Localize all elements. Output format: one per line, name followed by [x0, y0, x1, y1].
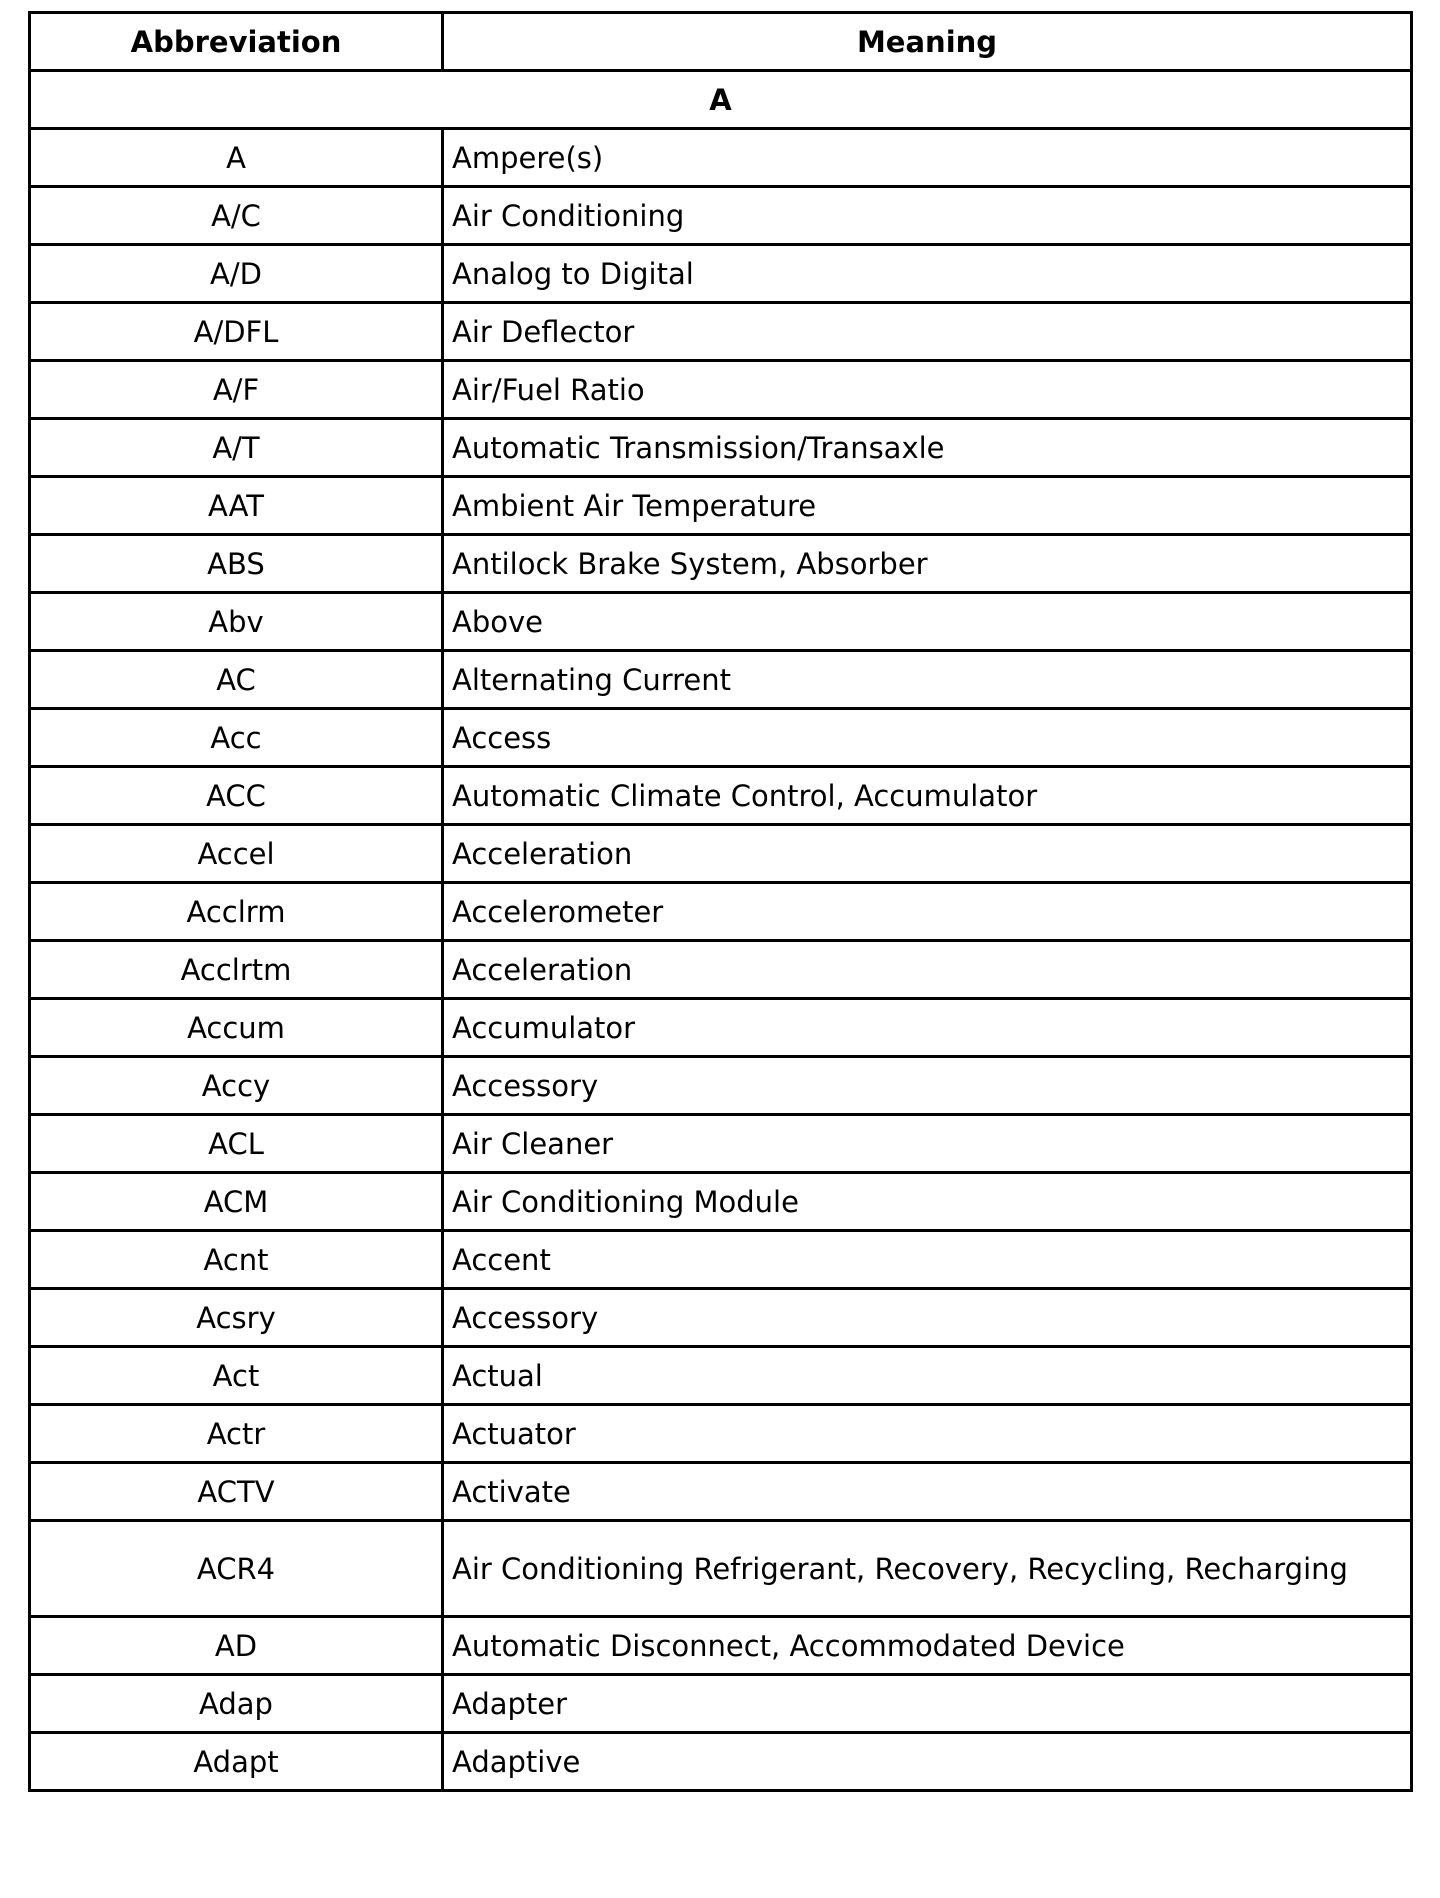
meaning-cell: Actuator: [443, 1405, 1412, 1463]
abbreviations-table: [28, 11, 1413, 1792]
abbreviation-cell: ACL: [30, 1115, 443, 1173]
table-row: [30, 419, 1412, 477]
header-meaning: Meaning: [443, 13, 1412, 71]
table-row: [30, 709, 1412, 767]
table-row: [30, 1231, 1412, 1289]
abbreviation-cell: ABS: [30, 535, 443, 593]
table-row: [30, 1463, 1412, 1521]
meaning-cell: Air Deflector: [443, 303, 1412, 361]
meaning-cell: Above: [443, 593, 1412, 651]
meaning-cell: Ambient Air Temperature: [443, 477, 1412, 535]
table-row: [30, 1733, 1412, 1791]
table-row: [30, 1617, 1412, 1675]
abbreviation-cell: Acc: [30, 709, 443, 767]
table-row: [30, 1115, 1412, 1173]
meaning-cell: Accumulator: [443, 999, 1412, 1057]
table-row: [30, 1521, 1412, 1617]
table-row: [30, 361, 1412, 419]
abbreviation-cell: ACR4: [30, 1521, 443, 1617]
abbreviation-cell: Adapt: [30, 1733, 443, 1791]
meaning-cell: Air/Fuel Ratio: [443, 361, 1412, 419]
abbreviation-cell: AD: [30, 1617, 443, 1675]
table-row: [30, 1675, 1412, 1733]
table-row: [30, 1405, 1412, 1463]
table-row: [30, 1289, 1412, 1347]
meaning-cell: Air Conditioning: [443, 187, 1412, 245]
table-row: [30, 767, 1412, 825]
abbreviation-cell: A/C: [30, 187, 443, 245]
table-row: [30, 187, 1412, 245]
meaning-cell: Automatic Climate Control, Accumulator: [443, 767, 1412, 825]
abbreviation-cell: ACTV: [30, 1463, 443, 1521]
table-row: [30, 593, 1412, 651]
table-row: [30, 245, 1412, 303]
abbreviation-cell: Accy: [30, 1057, 443, 1115]
meaning-cell: Air Conditioning Module: [443, 1173, 1412, 1231]
meaning-cell: Alternating Current: [443, 651, 1412, 709]
abbreviation-cell: Adap: [30, 1675, 443, 1733]
table-row: [30, 303, 1412, 361]
abbreviation-cell: Acclrm: [30, 883, 443, 941]
table-row: [30, 883, 1412, 941]
table-row: [30, 999, 1412, 1057]
abbreviation-cell: Accum: [30, 999, 443, 1057]
meaning-cell: Antilock Brake System, Absorber: [443, 535, 1412, 593]
header-row: [30, 13, 1412, 71]
table-body: [30, 71, 1412, 1791]
table-row: [30, 1057, 1412, 1115]
meaning-cell: Accent: [443, 1231, 1412, 1289]
meaning-cell: Adapter: [443, 1675, 1412, 1733]
table-row: [30, 941, 1412, 999]
meaning-cell: Analog to Digital: [443, 245, 1412, 303]
meaning-cell: Actual: [443, 1347, 1412, 1405]
abbreviation-cell: A/D: [30, 245, 443, 303]
meaning-cell: Accessory: [443, 1289, 1412, 1347]
table-row: [30, 1347, 1412, 1405]
meaning-cell: Ampere(s): [443, 129, 1412, 187]
abbreviation-cell: A: [30, 129, 443, 187]
header-abbreviation: Abbreviation: [30, 13, 443, 71]
meaning-cell: Accelerometer: [443, 883, 1412, 941]
table-row: [30, 1173, 1412, 1231]
abbreviation-cell: Accel: [30, 825, 443, 883]
meaning-cell: Activate: [443, 1463, 1412, 1521]
meaning-cell: Automatic Transmission/Transaxle: [443, 419, 1412, 477]
abbreviation-cell: ACC: [30, 767, 443, 825]
abbreviation-cell: AC: [30, 651, 443, 709]
table-row: [30, 129, 1412, 187]
section-row: [30, 71, 1412, 129]
table-row: [30, 477, 1412, 535]
abbreviation-cell: A/DFL: [30, 303, 443, 361]
table-row: [30, 651, 1412, 709]
meaning-cell: Access: [443, 709, 1412, 767]
meaning-cell: Air Conditioning Refrigerant, Recovery, Recycling, Recharging: [443, 1521, 1412, 1617]
meaning-cell: Accessory: [443, 1057, 1412, 1115]
abbreviation-cell: Abv: [30, 593, 443, 651]
abbreviation-cell: Act: [30, 1347, 443, 1405]
table-row: [30, 535, 1412, 593]
abbreviation-cell: AAT: [30, 477, 443, 535]
meaning-cell: Air Cleaner: [443, 1115, 1412, 1173]
abbreviation-cell: A/T: [30, 419, 443, 477]
meaning-cell: Adaptive: [443, 1733, 1412, 1791]
abbreviation-cell: Acsry: [30, 1289, 443, 1347]
meaning-cell: Acceleration: [443, 825, 1412, 883]
section-letter: A: [30, 71, 1412, 129]
abbreviation-cell: Actr: [30, 1405, 443, 1463]
meaning-cell: Automatic Disconnect, Accommodated Device: [443, 1617, 1412, 1675]
meaning-cell: Acceleration: [443, 941, 1412, 999]
abbreviation-cell: A/F: [30, 361, 443, 419]
table-row: [30, 825, 1412, 883]
abbreviation-cell: ACM: [30, 1173, 443, 1231]
abbreviation-cell: Acnt: [30, 1231, 443, 1289]
abbreviation-cell: Acclrtm: [30, 941, 443, 999]
